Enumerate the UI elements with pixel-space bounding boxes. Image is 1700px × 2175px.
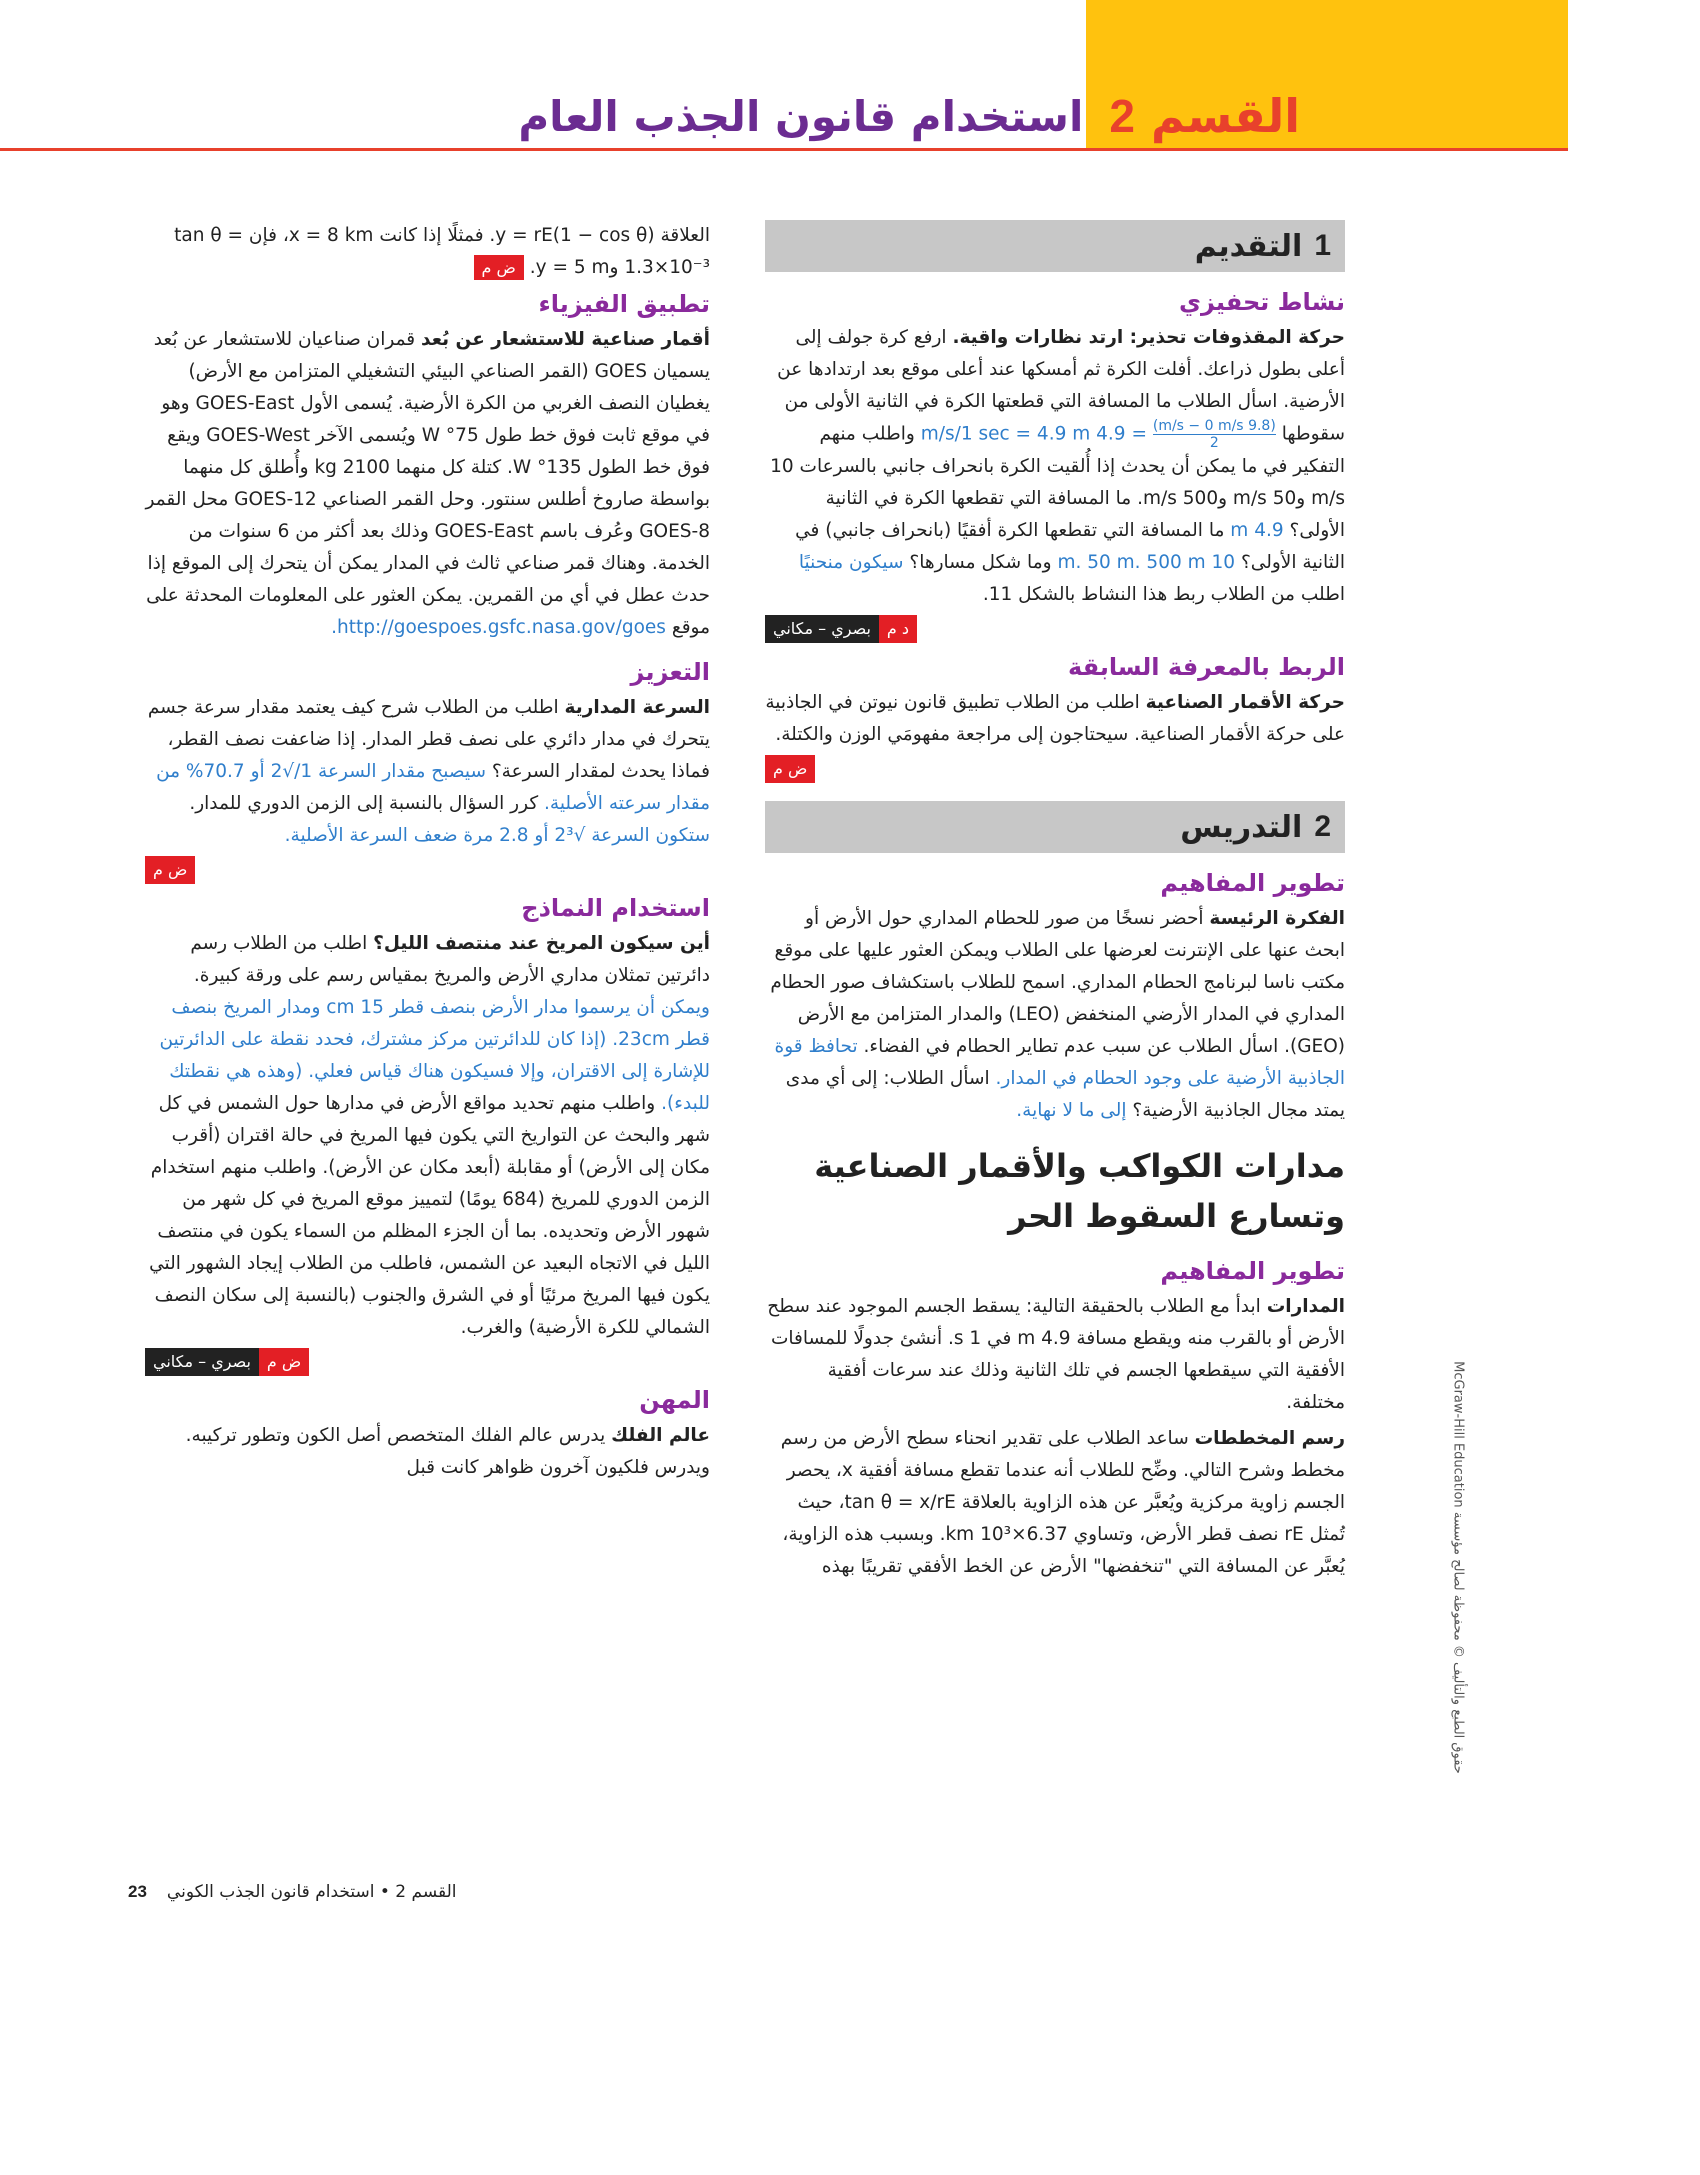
section-number: 2 <box>1109 90 1135 142</box>
concept-dev-1-lead: الفكرة الرئيسة <box>1209 908 1345 929</box>
concept-dev-2-body: ابدأ مع الطلاب بالحقيقة التالية: يسقط الجسم الموجود عند سطح الأرض أو بالقرب منه ويقطع مسافة 4.9 m في 1 s. أنشئ جدولًا للمسافات الأفقية التي سيقطعها الجسم في تلك الثانية وذلك عند سرعات أفقية مختلفة. <box>767 1296 1345 1413</box>
goes-link[interactable]: http://goespoes.gsfc.nasa.gov/goes. <box>331 617 666 638</box>
reinforce-tags <box>145 856 710 884</box>
models-body: اطلب من الطلاب رسم دائرتين تمثلان مداري الأرض والمريخ بمقياس رسم على ورقة كبيرة. <box>190 933 710 986</box>
models-text <box>145 928 710 1344</box>
prior-knowledge-heading: الربط بالمعرفة السابقة <box>1068 653 1345 681</box>
diagrams-body: ساعد الطلاب على تقدير انحناء سطح الأرض من رسم مخطط وشرح التالي. وضِّح للطلاب أنه عندما تقطع مسافة أفقية x، يحصر الجسم زاوية مركزية ويُعبَّر عن هذه الزاوية بالعلاقة tan θ = x/rE، حيث تُمثل rE نصف قطر الأرض، وتساوي 6.37×10³ km. وبسبب هذه الزاوية، يُعبَّر عن المسافة التي "تنخفضها" الأرض عن الخط الأفقي تقريبًا بهذه <box>780 1428 1345 1577</box>
motivation-lead: حركة المقذوفات تحذير: ارتد نظارات واقية. <box>952 327 1345 348</box>
prior-knowledge-text <box>765 687 1345 751</box>
section-label: القسم <box>1150 89 1300 143</box>
motivation-heading: نشاط تحفيزي <box>1178 288 1345 316</box>
copyright-side-note <box>1448 1320 1468 1820</box>
motivation-p2-answer: 4.9 m <box>1230 520 1284 541</box>
models-tags <box>145 1348 710 1376</box>
concept-dev-2-lead: المدارات <box>1266 1296 1345 1317</box>
diagrams-text <box>765 1423 1345 1583</box>
fraction-denominator: 2 <box>1209 435 1219 451</box>
models-heading: استخدام النماذج <box>521 894 710 922</box>
prior-knowledge-lead: حركة الأقمار الصناعية <box>1145 692 1345 713</box>
motivation-p3-answer: 10 m. 50 m. 500 m <box>1057 552 1236 573</box>
teach-banner-number: 2 <box>1314 810 1331 843</box>
motivation-p3b-answer: سيكون منحنيًا <box>798 552 904 573</box>
header-rule <box>0 148 1568 151</box>
teach-banner <box>765 801 1345 853</box>
concept-dev-1-answer: تحافظ قوة الجاذبية الأرضية على وجود الحطام في المدار. <box>774 1036 1345 1089</box>
prior-knowledge-body: اطلب من الطلاب تطبيق قانون نيوتن في الجاذبية على حركة الأقمار الصناعية. سيحتاجون إلى مراجعة مفهومَي الوزن والكتلة. <box>765 692 1345 745</box>
concept-dev-2-heading: تطوير المفاهيم <box>1160 1257 1345 1285</box>
models-body-2: واطلب منهم تحديد مواقع الأرض في مدارها حول الشمس في كل شهر والبحث عن التواريخ التي يكون فيها المريخ في حالة اقتران (أقرب مكان إلى الأرض) أو مقابلة (أبعد مكان عن الأرض). واطلب منهم استخدام الزمن الدوري للمريخ (684 يومًا) لتمييز موقع المريخ في كل شهر من شهور الأرض وتحديده. بما أن الجزء المظلم من السماء يكون في منتصف الليل في الاتجاه البعيد عن الشمس، فاطلب من الطلاب إيجاد الشهور التي يكون فيها المريخ مرئيًا أو في الشرق والجنوب (بالنسبة إلى سكان النصف الشمالي للكرة الأرضية) والغرب. <box>149 1093 710 1338</box>
physics-app-body: قمران صناعيان للاستشعار عن بُعد يسميان GOES (القمر الصناعي البيئي التشغيلي المتزامن مع الأرض) يغطيان النصف الغربي من الكرة الأرضية. يُسمى الأول GOES-East وهو في موقع ثابت فوق خط طول 75° W ويُسمى الآخر GOES-West ويقع فوق خط الطول 135° W. كتلة كل منهما 2100 kg وأُطلق كل منهما بواسطة صاروخ أطلس سنتور. وحل القمر الصناعي GOES-12 محل القمر GOES-8 وعُرف باسم GOES-East وذلك بعد أكثر من 6 سنوات من الخدمة. وهناك قمر صناعي ثالث في المدار يمكن أن يتحرك إلى الموقع إذا حدث عطل في أي من القمرين. يمكن العثور على المعلومات المحدثة على موقع <box>145 329 710 638</box>
motivation-p4: اطلب من الطلاب ربط هذا النشاط بالشكل 11. <box>982 584 1345 605</box>
reinforce-answer-2: ستكون السرعة √2³ أو 2.8 مرة ضعف السرعة الأصلية. <box>284 825 710 846</box>
copyright-text: حقوق الطبع والتأليف © محفوظة لصالح مؤسسة McGraw-Hill Education <box>1450 1361 1466 1774</box>
concept-dev-1-text <box>765 903 1345 1127</box>
motivation-tags <box>765 615 1345 643</box>
physics-app-heading: تطبيق الفيزياء <box>538 290 710 318</box>
concept-dev-1-body: أحضر نسخًا من صور للحطام المداري حول الأرض أو ابحث عنها على الإنترنت لعرضها على الطلاب ويمكن العثور عليها على موقع مكتب ناسا لبرنامج الحطام المداري. اسمح للطلاب باستكشاف صور الحطام المداري في المدار الأرضي المنخفض (LEO) والمدار المتزامن مع الأرض (GEO). اسأل الطلاب عن سبب عدم تطاير الحطام في الفضاء. <box>770 908 1345 1057</box>
prior-knowledge-tags <box>765 755 1345 783</box>
left-column <box>145 220 710 1484</box>
formula-text <box>145 220 710 284</box>
section-topic: استخدام قانون الجذب العام <box>518 91 1084 141</box>
models-answer: ويمكن أن يرسموا مدار الأرض بنصف قطر 15 cm ومدار المريخ بنصف قطر 23cm. (إذا كان للدائرتين مركز مشترك، فحدد نقطة على الدائرتين للإشارة إلى الاقتران، وإلا فسيكون هناك قياس فعلي. (وهذه هي نقطتك للبدء). <box>159 997 710 1114</box>
intro-banner-title: التقديم <box>1194 228 1303 264</box>
tag-visual-spatial: بصري – مكاني <box>765 615 879 643</box>
reinforce-answer: سيصبح مقدار السرعة 1/√2 أو 70.7% من مقدار سرعته الأصلية. <box>156 761 710 814</box>
physics-app-text <box>145 324 710 644</box>
reinforce-text <box>145 692 710 852</box>
motivation-p1-answer: = 4.9 m/s/1 sec = 4.9 m <box>920 423 1147 445</box>
motivation-p3: ما المسافة التي تقطعها الكرة أفقيًا (بانحراف جانبي) في الثانية الأولى؟ <box>795 520 1345 573</box>
footer-section: القسم 2 • استخدام قانون الجذب الكوني <box>166 1882 457 1902</box>
concept-dev-1-heading: تطوير المفاهيم <box>1160 869 1345 897</box>
tag-level: د م <box>879 615 917 643</box>
tag-level: ض م <box>474 255 524 280</box>
section-title <box>518 86 1300 146</box>
motivation-text <box>765 322 1345 611</box>
concept-dev-1-body-2: اسأل الطلاب: إلى أي مدى يمتد مجال الجاذبية الأرضية؟ <box>785 1068 1345 1121</box>
careers-text <box>145 1420 710 1484</box>
careers-heading: المهن <box>639 1386 710 1414</box>
motivation-fraction <box>1153 418 1276 451</box>
orbits-heading: مدارات الكواكب والأقمار الصناعية وتسارع السقوط الحر <box>814 1147 1345 1235</box>
concept-dev-2-text <box>765 1291 1345 1419</box>
tag-visual-spatial: بصري – مكاني <box>145 1348 259 1376</box>
reinforce-body-2: كرر السؤال بالنسبة إلى الزمن الدوري للمدار. <box>189 793 539 814</box>
right-column <box>765 220 1345 1583</box>
concept-dev-1-answer-2: إلى ما لا نهاية. <box>1016 1100 1127 1121</box>
formula-body: العلاقة y = rE(1 − cos θ). فمثلًا إذا كانت x = 8 km، فإن tan θ = 1.3×10⁻³ وy = 5 m. <box>174 225 710 278</box>
diagrams-lead: رسم المخططات <box>1194 1428 1345 1449</box>
tag-level: ض م <box>259 1348 309 1376</box>
tag-level: ض م <box>145 856 195 884</box>
reinforce-lead: السرعة المدارية <box>564 697 710 718</box>
models-lead: أين سيكون المريخ عند منتصف الليل؟ <box>373 933 710 954</box>
page-footer <box>128 1882 457 1902</box>
reinforce-heading: التعزيز <box>630 658 710 686</box>
motivation-p1: ارفع كرة جولف إلى أعلى بطول ذراعك. أفلت الكرة ثم أمسكها عند أعلى موقع بعد ارتدادها عن الأرضية. اسأل الطلاب ما المسافة التي قطعتها الكرة في الثانية الأولى من سقوطها <box>777 327 1345 445</box>
tag-level: ض م <box>765 755 815 783</box>
physics-app-lead: أقمار صناعية للاستشعار عن بُعد <box>421 329 710 350</box>
intro-banner-number: 1 <box>1314 229 1331 262</box>
motivation-p3b: وما شكل مسارها؟ <box>909 552 1052 573</box>
careers-lead: عالم الفلك <box>611 1425 710 1446</box>
careers-body: يدرس عالم الفلك المتخصص أصل الكون وتطور تركيبه. ويدرس فلكيون آخرون ظواهر كانت قبل <box>185 1425 710 1478</box>
intro-banner <box>765 220 1345 272</box>
teach-banner-title: التدريس <box>1180 809 1303 845</box>
motivation-p2: واطلب منهم التفكير في ما يمكن أن يحدث إذا أُلقيت الكرة بانحراف جانبي بالسرعات 10 m/s و50 m/s و500 m/s. ما المسافة التي تقطعها الكرة في الثانية الأولى؟ <box>770 423 1345 541</box>
page-number: 23 <box>128 1882 147 1901</box>
reinforce-body: اطلب من الطلاب شرح كيف يعتمد مقدار سرعة جسم يتحرك في مدار دائري على نصف قطر المدار. إذا ضاعفت نصف القطر، فماذا يحدث لمقدار السرعة؟ <box>147 697 710 782</box>
fraction-numerator: (9.8 m/s − 0 m/s) <box>1152 418 1276 434</box>
